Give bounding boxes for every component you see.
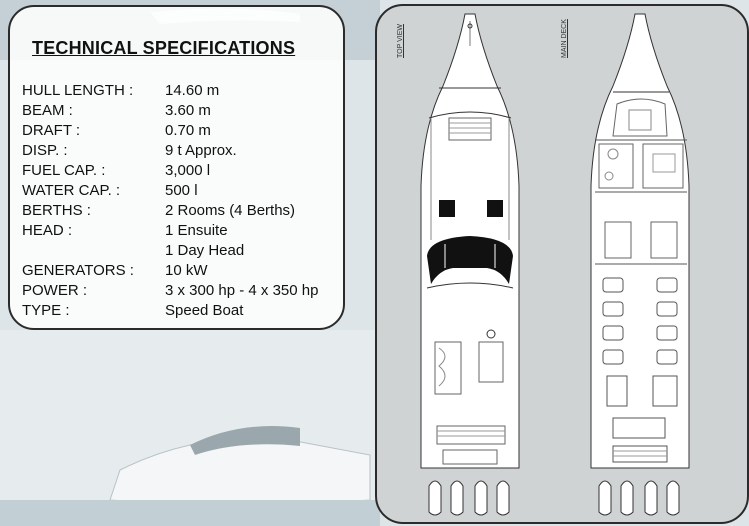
top-view-hatch-left — [439, 200, 455, 217]
top-view-plan — [421, 14, 519, 468]
spec-row-draft — [22, 120, 342, 140]
specifications-title: TECHNICAL SPECIFICATIONS — [32, 38, 296, 58]
spec-label: WATER CAP. : — [22, 181, 121, 199]
spec-value: 14.60 m — [165, 81, 220, 99]
spec-value: 3 x 300 hp - 4 x 350 hp — [165, 281, 319, 299]
spec-label: DRAFT : — [22, 121, 81, 139]
spec-value: 1 Ensuite — [165, 221, 228, 239]
spec-value: 0.70 m — [165, 121, 211, 139]
spec-label: POWER : — [22, 281, 88, 299]
spec-label: GENERATORS : — [22, 261, 134, 279]
spec-row-displacement — [22, 140, 342, 160]
specifications-panel — [8, 5, 345, 330]
spec-label: BERTHS : — [22, 201, 91, 219]
spec-value: 3,000 l — [165, 161, 211, 179]
spec-row-water-capacity — [22, 180, 342, 200]
spec-value: Speed Boat — [165, 301, 244, 319]
specifications-list — [22, 80, 342, 320]
deck-plans-panel — [375, 4, 749, 524]
spec-row-beam — [22, 100, 342, 120]
spec-value: 3.60 m — [165, 101, 211, 119]
spec-row-berths — [22, 200, 342, 220]
top-view-engines — [429, 481, 509, 515]
spec-row-head — [22, 220, 342, 240]
deck-plans-drawing — [377, 6, 747, 522]
spec-row-type — [22, 300, 342, 320]
main-deck-hull-outline — [591, 14, 689, 468]
main-deck-label: MAIN DECK — [561, 19, 568, 58]
main-deck-plan — [591, 14, 689, 468]
spec-value: 2 Rooms (4 Berths) — [165, 201, 296, 219]
spec-value: 500 l — [165, 181, 198, 199]
top-view-label: TOP VIEW — [397, 24, 404, 58]
spec-value: 10 kW — [165, 261, 208, 279]
spec-label: TYPE : — [22, 301, 70, 319]
spec-label: HULL LENGTH : — [22, 81, 134, 99]
spec-label: DISP. : — [22, 141, 68, 159]
top-view-hatch-right — [487, 200, 503, 217]
spec-label: HEAD : — [22, 221, 73, 239]
spec-row-power — [22, 280, 342, 300]
spec-value: 1 Day Head — [165, 241, 245, 259]
spec-label: BEAM : — [22, 101, 73, 119]
spec-label: FUEL CAP. : — [22, 161, 106, 179]
spec-row-fuel-capacity — [22, 160, 342, 180]
main-deck-engines — [599, 481, 679, 515]
spec-value: 9 t Approx. — [165, 141, 237, 159]
spec-row-generators — [22, 260, 342, 280]
spec-row-hull-length — [22, 80, 342, 100]
spec-row-head-continued — [22, 240, 342, 260]
